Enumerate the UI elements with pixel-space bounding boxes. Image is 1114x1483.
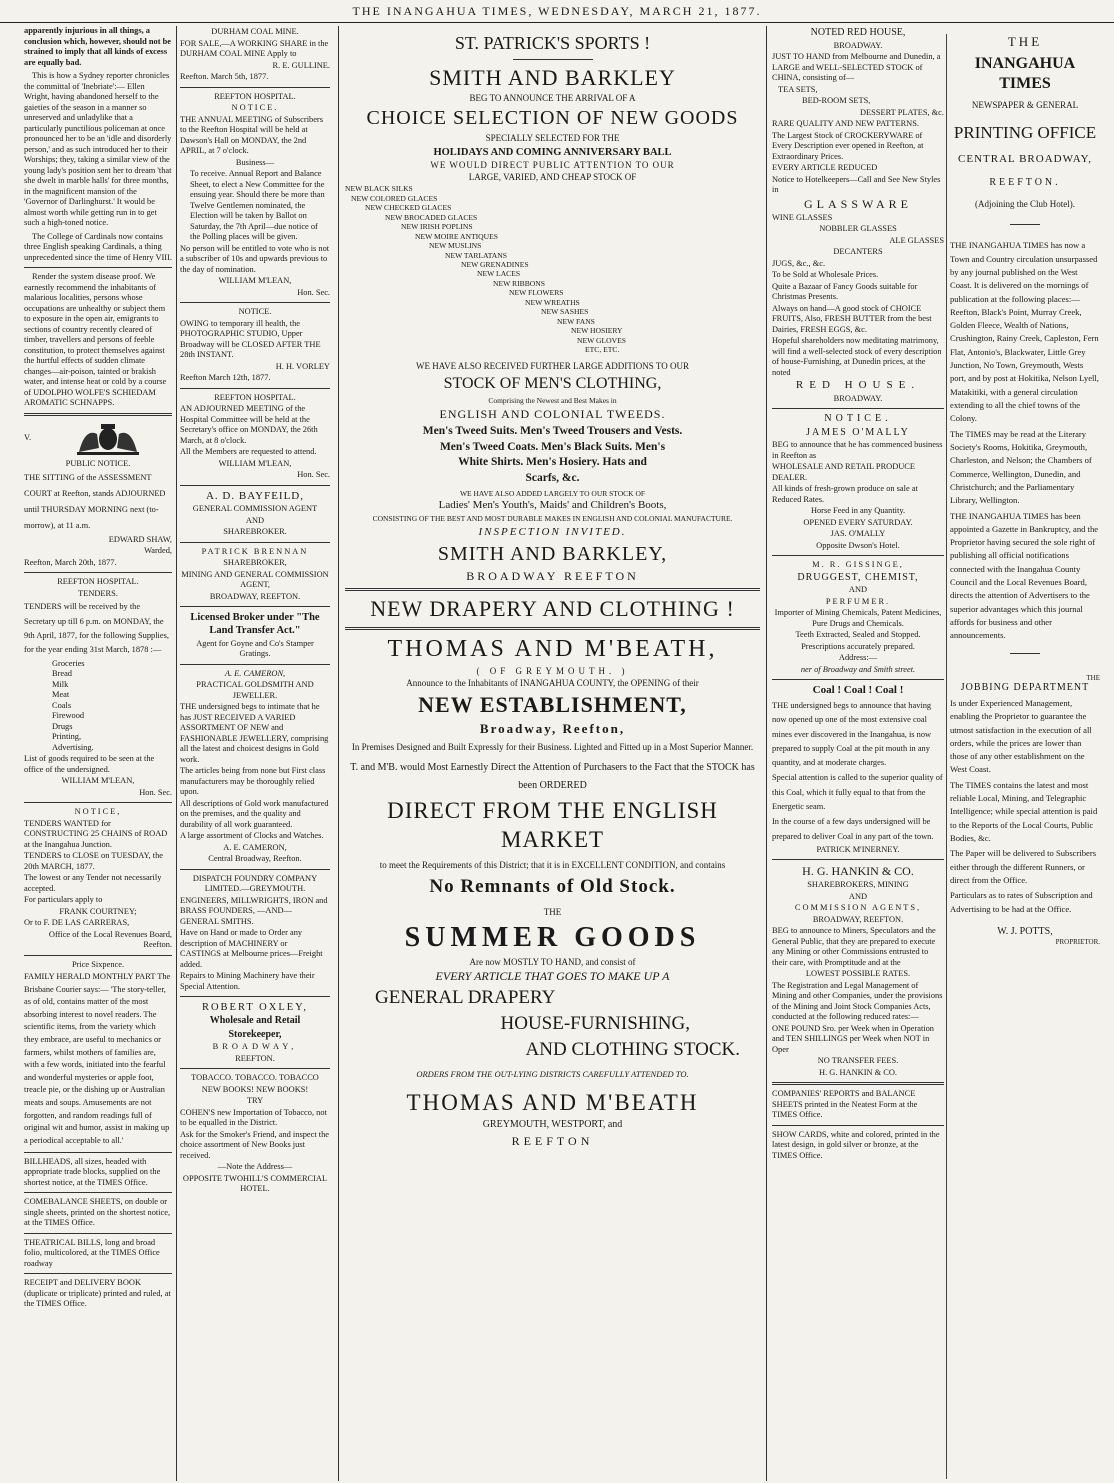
coal-course: In the course of a few days undersigned will be prepared to deliver Coal in any part of the town. — [772, 817, 934, 841]
foundry-repairs: Repairs to Mining Machinery have their Special Attention. — [180, 971, 315, 991]
ad-schnapps: Render the system disease proof. We earnestly recommend the inhabitants of malarious localities, persons whose occupations are unhealthy or subject them to exposure in the open air, emigrants to sections of country recently cleared of timber, travellers and persons of feeble constitution, to protect themselves against the hurtful effects of sudden climate changes—air-poison, tainted or brakish water, and intense heat or cold by a course of UDOLPHO WOLFE'S SCHIEDAM AROMATIC SCHNAPPS. — [24, 272, 167, 407]
ad-road-tenders — [24, 807, 172, 951]
n-apply: For particulars apply to — [24, 895, 103, 904]
column-3 — [345, 26, 760, 1481]
divider — [180, 1068, 330, 1069]
hosp-business: Business— — [235, 157, 275, 167]
gis-prescriptions: Prescriptions accurately prepared. — [801, 641, 915, 651]
ad-show-cards: SHOW CARDS, white and colored, printed in the latest design, in gold silver or bronze, at the TIMES Office. — [772, 1129, 940, 1160]
tm-announce: Announce to the Inhabitants of INANGAHUA COUNTY, the OPENING of their — [406, 677, 699, 688]
divider — [1010, 224, 1040, 225]
sb-suits-2: Men's Tweed Coats. Men's Black Suits. Men's — [439, 440, 666, 453]
foundry-body: ENGINEERS, MILLWRIGHTS, IRON and BRASS FOUNDERS, —AND— GENERAL SMITHS. — [180, 895, 328, 926]
goods-item: ETC, ETC. — [585, 345, 620, 355]
ad-tobacco — [180, 1073, 330, 1195]
oxley-title: Wholesale and Retail — [209, 1015, 301, 1027]
ad-gissinge — [772, 560, 944, 675]
rh-nobbler: NOBBLER GLASSES — [819, 224, 897, 233]
hosp2-members: All the Members are requested to attend. — [180, 447, 317, 456]
cameron-clocks: A large assortment of Clocks and Watches. — [180, 831, 324, 840]
om-sign: JAS. O'MALLY — [830, 529, 886, 539]
hk-rates: ONE POUND Sro. per Week when in Operation and TEN SHILLINGS per Week when NOT in Oper — [772, 1023, 934, 1054]
cameron-addr: Central Broadway, Reefton. — [208, 854, 302, 863]
supply-item: Coals — [52, 700, 72, 710]
om-name: JAMES O'MALLY — [806, 426, 910, 438]
rates-paragraph: Particulars as to rates of Subscription and Advertising to be had at the Office. — [950, 890, 1093, 914]
bayfeild-body: GENERAL COMMISSION AGENT — [192, 504, 318, 514]
om-all: All kinds of fresh-grown produce on sale at Reduced Rates. — [772, 484, 918, 504]
rh-sign-2: Hon. Sec. — [139, 787, 172, 797]
column-rule — [766, 26, 767, 1481]
divider — [24, 1192, 172, 1193]
tm-towns: GREYMOUTH, WESTPORT, and — [482, 1119, 623, 1131]
n-title: NOTICE, — [74, 807, 122, 816]
divider — [24, 1233, 172, 1234]
sb-inspection: INSPECTION INVITED. — [478, 526, 627, 539]
divider — [513, 59, 593, 60]
tob-try: TRY — [246, 1096, 264, 1106]
hk-name: H. G. HANKIN & CO. — [802, 864, 914, 879]
hk-reg: The Registration and Legal Management of Mining and other Companies, under the provisions of the Mining and Joint Stock Companies Acts, conducted at the following reduced rates:— — [772, 980, 943, 1022]
goods-item: NEW FLOWERS — [509, 288, 564, 298]
article-excess: apparently injurious in all things, a conclusion which, however, should not be strained to imply that all kinds of excess are equally bad. — [24, 26, 171, 67]
hosp2-sign-2: Hon. Sec. — [297, 470, 330, 479]
cameron-sign: A. E. CAMERON, — [223, 842, 287, 852]
supply-item: Milk — [52, 679, 69, 689]
divider — [180, 87, 330, 88]
sb-stock: STOCK OF MEN'S CLOTHING, — [443, 375, 662, 393]
brennan-mining: MINING AND GENERAL COMMISSION AGENT, — [181, 569, 329, 590]
pn-body: THE SITTING of the ASSESSMENT COURT at Reefton, stands ADJOURNED until THURSDAY MORNING next (to-morrow), at 11 a.m. — [24, 473, 166, 530]
brennan-name: PATRICK BRENNAN — [201, 546, 309, 556]
pn-sign: EDWARD SHAW, — [108, 534, 172, 544]
n-close: TENDERS to CLOSE on TUESDAY, the 20th MARCH, 1877. — [24, 851, 163, 871]
rh-broadway-2: BROADWAY. — [833, 393, 883, 403]
divider — [772, 1082, 944, 1085]
tm-remnants: No Remnants of Old Stock. — [429, 875, 676, 897]
fh-body: FAMILY HERALD MONTHLY PART The Brisbane Courier says:— 'The story-teller, as of old, contains matter of the most absorbing interest to novel readers. The scientific items, from the variety which they embrace, are useful to mechanics or farmers, whilst mothers of families are, with a few words, initiated into the fearful and wonderful mysteries or apple foot, treacle pie, or the dishing up or Australian meats and soups. Amusements are not forgotten, and random readings full of original wit and humor, assist in making up a periodical acceptable to all.' — [24, 972, 171, 1145]
royal-coat-of-arms-icon — [71, 422, 145, 456]
divider — [772, 555, 944, 556]
divider — [180, 302, 330, 303]
om-notice: NOTICE. — [824, 413, 892, 425]
tm-market: DIRECT FROM THE ENGLISH MARKET — [387, 798, 718, 852]
goods-item: NEW SASHES — [541, 307, 589, 317]
brennan-body: SHAREBROKER, — [223, 558, 287, 568]
article-cardinals: The College of Cardinals now contains three English speaking Cardinals, a thing unprecedented since the time of Henry VIII. — [24, 231, 172, 262]
ad-omally — [772, 413, 944, 551]
rh-body: TENDERS will be received by the Secretary up till 6 p.m. on MONDAY, the 9th April, 1877, for the following Supplies, for the year ending 31st March, 1878 :— — [24, 602, 169, 655]
brennan-addr: BROADWAY, REEFTON. — [209, 591, 301, 601]
rh-glass: GLASSWARE — [803, 196, 912, 211]
tob-body: COHEN'S new Importation of Tobacco, not to be equalled in the District. — [180, 1107, 327, 1128]
photo-body: OWING to temporary ill health, the PHOTOGRAPHIC STUDIO, Upper Broadway will be CLOSED AFTER THE 28th INSTANT. — [180, 318, 321, 359]
hosp-sign: WILLIAM M'LEAN, — [218, 276, 292, 285]
tob-addr: OPPOSITE TWOHILL'S COMMERCIAL HOTEL. — [182, 1173, 328, 1194]
ad-hospital-tenders — [24, 577, 172, 798]
rh-ale: ALE GLASSES — [889, 235, 944, 245]
tm-name: THOMAS AND M'BEATH, — [387, 635, 718, 662]
jobbing-paragraph: Is under Experienced Management, enabling the Proprietor to guarantee the utmost satisfaction in the execution of all orders, while the prices are lower than those of any other establishment on the West Coast. — [950, 697, 1092, 775]
coal-sign: PATRICK M'INERNEY. — [816, 844, 900, 854]
gis-title: DRUGGEST, CHEMIST, — [797, 571, 919, 583]
sb-holidays: HOLIDAYS AND COMING ANNIVERSARY BALL — [433, 146, 672, 158]
divider — [24, 1273, 172, 1274]
gazette-paragraph: THE INANGAHUA TIMES has been appointed a Gazette in Bankruptcy, and the Proprietor having secured the sole right of publishing all official notifications connected with the Inangahua County Council and the Local Revenues Board, directs the attention of Advertisers to the superior advantages which this journal affords for business and other announcements. — [950, 510, 1099, 641]
tob-ask: Ask for the Smoker's Friend, and inspect the choice assortment of New Books just received. — [180, 1129, 329, 1160]
coal-body: THE undersigned begs to announce that having now opened up one of the most extensive coal mines ever discovered in the Inangahua, is now prepared to supply Coal at the pit mouth in any quantity, and at moderate charges. — [772, 701, 932, 768]
supply-item: Meat — [52, 690, 70, 699]
rh-broadway: BROADWAY. — [833, 40, 883, 50]
rh-hotel: Notice to Hotelkeepers—Call and See New Styles in — [772, 174, 941, 194]
gis-and: AND — [848, 585, 868, 595]
oxley-addr: BROADWAY, — [212, 1042, 298, 1052]
divider — [24, 1152, 172, 1153]
tm-new: NEW ESTABLISHMENT, — [418, 692, 687, 718]
hk-addr: BROADWAY, REEFTON. — [812, 914, 904, 924]
goods-item: NEW RIBBONS — [493, 278, 545, 288]
sb-boots-c: CONSISTING OF THE BEST AND MOST DURABLE MAKES IN ENGLISH AND COLONIAL MANUFACTURE. — [372, 514, 733, 524]
ad-coal — [772, 684, 944, 855]
oxley-name: ROBERT OXLEY, — [201, 1002, 309, 1013]
divider — [24, 572, 172, 573]
tm-meet: to meet the Requirements of this District; that it is in EXCELLENT CONDITION, and contains — [379, 859, 726, 870]
hosp-sign-2: Hon. Sec. — [297, 287, 330, 297]
rh-every: EVERY ARTICLE REDUCED — [772, 163, 878, 172]
circulation-paragraph: THE INANGAHUA TIMES has now a Town and Country circulation unsurpassed by any journal published on the West Coast. It is delivered on the mornings of publication at the following places:—Reefton, Black's Point, Murray Creek, Golden Fleece, Wealth of Nations, Crushington, Rainy Creek, Capleston, Fern Flat, Antonio's, Blackwater, Little Grey Junction, No Town, Greymouth, Wests port, and by post at Hokitika, Nelson Lyell, Matakitiki, with a general circulation extending to all the chief towns of the Colony. — [950, 240, 1099, 424]
tm-summer: SUMMER GOODS — [404, 921, 701, 953]
goods-item: NEW IRISH POPLINS — [401, 222, 473, 232]
sb-comprising: Comprising the Newest and Best Makes in — [488, 396, 617, 406]
rh-rare: RARE QUALITY AND NEW PATTERNS. — [772, 119, 919, 128]
photo-date: Reefton March 12th, 1877. — [180, 373, 271, 382]
divider — [772, 859, 944, 860]
durham-title: DURHAM COAL MINE. — [211, 27, 299, 36]
n-lowest: The lowest or any Tender not necessarily accepted. — [24, 873, 162, 893]
c5-the: THE — [1007, 34, 1043, 49]
sb-further: WE HAVE ALSO RECEIVED FURTHER LARGE ADDITIONS TO OUR — [416, 360, 689, 371]
sb-beg: BEG TO ANNOUNCE THE ARRIVAL OF A — [469, 93, 636, 103]
tm-premises: In Premises Designed and Built Expressly for their Business. Lighted and Fitted up in a Most Superior Manner. — [351, 741, 754, 752]
cameron-body: THE undersigned begs to intimate that he has JUST RECEIVED A VARIED ASSORTMENT OF NEW and FASHIONABLE JEWELLERY, comprising all the latest and choicest designs in Gold work. — [180, 702, 329, 764]
column-4 — [772, 26, 944, 1481]
printing-office: PRINTING OFFICE — [953, 122, 1097, 142]
sb-name-2: SMITH AND BARKLEY, — [437, 543, 668, 566]
sb-suits-1: Men's Tweed Suits. Men's Tweed Trousers and Vests. — [422, 425, 683, 438]
foundry-hand: Have on Hand or made to Order any description of MACHINERY or CASTINGS at Melbourne prices—Freight added. — [180, 928, 323, 969]
divider — [1010, 653, 1040, 654]
tm-now: Are now MOSTLY TO HAND, and consist of — [469, 956, 636, 967]
goods-item: NEW CHECKED GLACES — [365, 203, 452, 213]
divider — [180, 388, 330, 389]
rh-largest: The Largest Stock of CROCKERYWARE of Every Description ever opened in Reefton, at Extraordinary Prices. — [772, 130, 924, 161]
coal-special: Special attention is called to the superior quality of this Coal, which it fully equal to that from the Energetic seam. — [772, 773, 943, 811]
ad-bayfeild — [180, 490, 330, 538]
gis-importer: Importer of Mining Chemicals, Patent Medicines, Pure Drugs and Chemicals. — [774, 608, 942, 628]
hosp2-sign: WILLIAM M'LEAN, — [218, 458, 292, 468]
pn-title: PUBLIC NOTICE. — [65, 458, 131, 468]
rh-list: List of goods required to be seen at the office of the undersigned. — [24, 754, 155, 774]
rh-red: RED HOUSE. — [795, 379, 921, 391]
ad-foundry — [180, 874, 330, 993]
tm-of: ( OF GREYMOUTH. ) — [476, 665, 629, 676]
rh-title: REEFTON HOSPITAL. — [57, 577, 139, 587]
tob-note: —Note the Address— — [217, 1162, 293, 1172]
hosp-notice: NOTICE. — [231, 103, 279, 112]
broker-title: Licensed Broker under "The Land Transfer Act." — [190, 612, 320, 637]
cameron-name: A. E. CAMERON, — [224, 668, 286, 678]
broker-agent: Agent for Goyne and Co's Stamper Gratings. — [196, 638, 314, 658]
goods-item: NEW BLACK SILKS — [345, 184, 413, 194]
divider — [24, 802, 172, 803]
bayfeild-share: SHAREBROKER. — [223, 527, 287, 537]
tm-broadway: Broadway, Reefton, — [479, 720, 626, 736]
column-2 — [180, 26, 330, 1481]
oxley-town: REEFTON. — [235, 1053, 275, 1063]
ad-company-reports: COMPANIES' REPORTS and BALANCE SHEETS printed in the Neatest Form at the TIMES Office. — [772, 1089, 918, 1120]
divider — [24, 413, 172, 416]
goods-item: NEW FANS — [557, 316, 595, 326]
n-office: Office of the Local Revenues Board, Reefton. — [48, 929, 172, 949]
rh-sign: WILLIAM M'LEAN, — [61, 776, 135, 785]
goods-item: NEW BROCADED GLACES — [385, 212, 478, 222]
sb-large: LARGE, VARIED, AND CHEAP STOCK OF — [468, 171, 637, 182]
goods-item: NEW WREATHS — [525, 297, 580, 307]
rh-sub: TENDERS. — [78, 588, 118, 598]
ad-billheads: BILLHEADS, all sizes, headed with appropriate trade blocks, supplied on the shortest notice, at the TIMES Office. — [24, 1156, 161, 1187]
tm-every: EVERY ARTICLE THAT GOES TO MAKE UP A — [435, 969, 670, 984]
gis-name: M. R. GISSINGE, — [812, 560, 904, 570]
rh-tea: TEA SETS, — [778, 84, 818, 94]
tm-direct: T. and M'B. would Most Earnestly Direct the Attention of Purchasers to the Fact that the STOCK has been ORDERED — [350, 762, 755, 792]
delivery-paragraph: The Paper will be delivered to Subscribers either through the different Runners, or direct from the Office. — [950, 848, 1097, 885]
photo-sign: H. H. VORLEY — [275, 361, 330, 371]
column-rule — [176, 26, 177, 1481]
ad-oxley — [180, 1001, 330, 1064]
n-name2: F. DE LAS CARRERAS, — [43, 918, 130, 927]
pn-date: Reefton, March 20th, 1877. — [24, 557, 117, 567]
sb-choice: CHOICE SELECTION OF NEW GOODS — [366, 107, 739, 130]
goods-item: NEW MUSLINS — [429, 241, 482, 251]
supply-item: Drugs — [52, 721, 73, 731]
divider — [24, 267, 172, 268]
column-5 — [950, 26, 1100, 1481]
tm-the: THE — [543, 906, 562, 917]
foundry-title: DISPATCH FOUNDRY COMPANY LIMITED.—GREYMOUTH. — [192, 873, 318, 893]
column-1 — [24, 26, 172, 1481]
divider — [772, 679, 944, 680]
divider — [772, 408, 944, 409]
divider — [180, 664, 330, 665]
sb-name: SMITH AND BARKLEY — [429, 64, 676, 90]
sb-suits-3: White Shirts. Men's Hosiery. Hats and — [458, 456, 647, 469]
ad-receipt: RECEIPT and DELIVERY BOOK (duplicate or triplicate) printed and ruled, at the TIMES Office. — [24, 1278, 171, 1309]
rh-title: NOTED RED HOUSE, — [810, 27, 906, 38]
ad-brennan — [180, 547, 330, 603]
om-opened: OPENED EVERY SATURDAY. — [803, 517, 913, 527]
n-or: Or to — [24, 918, 42, 927]
tm-reefton: REEFTON — [511, 1133, 594, 1148]
rh-bed: BED-ROOM SETS, — [802, 96, 871, 105]
supply-item: Printing, — [52, 732, 82, 741]
supply-item: Groceries — [52, 658, 85, 668]
fh-price: Price Sixpence. — [71, 959, 125, 969]
om-body: BEG to announce that he has commenced business in Reefton as — [772, 440, 943, 460]
divider — [180, 869, 330, 870]
jobbing-title: JOBBING DEPARTMENT — [960, 682, 1090, 694]
sb-boots-a: WE HAVE ALSO ADDED LARGELY TO OUR STOCK OF — [459, 488, 646, 498]
ad-hospital-adjourned — [180, 393, 330, 481]
cameron-title: PRACTICAL GOLDSMITH AND JEWELLER. — [196, 680, 314, 700]
cameron-desc: All descriptions of Gold work manufactured on the premises, and the quality and durability of all work guaranteed. — [180, 798, 329, 829]
sb-boots-b: Ladies' Men's Youth's, Maids' and Children's Boots, — [438, 499, 667, 512]
ad-broker — [180, 611, 330, 659]
gis-teeth: Teeth Extracted, Sealed and Stopped. — [795, 630, 921, 640]
goods-item: NEW HOSIERY — [571, 326, 623, 336]
sports-headline: ST. PATRICK'S SPORTS ! — [454, 33, 651, 53]
goods-list — [345, 184, 760, 355]
intelligence-paragraph: The TIMES contains the latest and most reliable Local, Mining, and Telegraphic Intelligence; while special attention is paid to the Reports of the Local Courts, Public Bodies, &c. — [950, 779, 1098, 843]
gis-corner: ner of Broadway and Smith street. — [800, 664, 916, 674]
rh-fruits: Always on hand—A good stock of CHOICE FRUITS, Also, FRESH BUTTER from the best Dairies, FRESH EGGS, &c. — [772, 303, 932, 334]
hosp-title: REEFTON HOSPITAL. — [214, 91, 296, 101]
newspaper-line: NEWSPAPER & GENERAL — [971, 100, 1079, 111]
durham-date: Reefton. March 5th, 1877. — [180, 72, 269, 81]
ad-family-herald — [24, 960, 172, 1148]
pn-v: V. — [24, 433, 32, 443]
paper-name: INANGAHUA TIMES — [974, 55, 1076, 93]
om-horse: Horse Feed in any Quantity. — [810, 506, 906, 516]
n-name1: FRANK COURTNEY; — [59, 906, 137, 916]
goods-item: NEW GLOVES — [577, 335, 627, 345]
rh-wine: WINE GLASSES — [772, 212, 833, 222]
pn-sign-2: Warded, — [144, 546, 172, 556]
ad-public-notice — [24, 420, 172, 569]
hk-and: AND — [848, 891, 868, 901]
bayfeild-and: AND — [245, 515, 265, 525]
ad-hospital-meeting — [180, 92, 330, 299]
tm-house: HOUSE-FURNISHING, — [500, 1012, 690, 1034]
gis-address: Address:— — [838, 653, 878, 663]
sb-special: SPECIALLY SELECTED FOR THE — [485, 133, 620, 144]
tm-general: GENERAL DRAPERY — [375, 987, 556, 1009]
cameron-articles: The articles being from none but First class manufacturers may be thoroughly relied upon. — [180, 766, 326, 796]
hk-sign: H. G. HANKIN & CO. — [819, 1067, 897, 1077]
coal-head: Coal ! Coal ! Coal ! — [812, 684, 904, 697]
ad-photo-studio — [180, 307, 330, 384]
oxley-store: Storekeeper, — [228, 1028, 282, 1040]
hosp-items: To receive. Annual Report and Balance Sheet, to elect a New Committee for the ensuing year. Should there be more than Twelve Gentlemen nominated, the Election will be taken by Ballot on Saturday, the 7th April—due notice of the Polling places will be given. — [190, 169, 325, 241]
hk-body: BEG to announce to Miners, Speculators and the General Public, that they are prepared to execute any Mining or other Commissions entrusted to their care, with Promptitude and at the — [772, 926, 936, 967]
durham-body: FOR SALE,—A WORKING SHARE in the DURHAM COAL MINE Apply to — [180, 38, 329, 58]
goods-item: NEW TARLATANS — [445, 250, 507, 260]
article-sydney: This is how a Sydney reporter chronicles the committal of 'Inebriate':— Ellen Wright, having abandoned herself to the gaieties of the season in a manner so unreserved and unladylike that a particularly punctilious policeman at once pronounced her to be an 'idle and disorderly person,' and as such introduced her to their Worships; they, taking a similar view of the young lady's position sent her to dream 'that she dwelt in marble halls' for three months, in the magnificent mansion of the 'Governor of Darlinghurst.' It would be almost worth while getting run in to get such a high-toned notice. — [24, 71, 172, 227]
hk-title: SHAREBROKERS, MINING — [807, 880, 909, 890]
sb-suits-4: Scarfs, &c. — [525, 471, 580, 484]
goods-item: NEW LACES — [477, 269, 521, 279]
column-rule — [338, 26, 339, 1481]
divider — [180, 485, 330, 486]
hosp-vote: No person will be entitled to vote who is not a subscriber of 10s and upwards previous to the day of nomination. — [180, 243, 330, 274]
rh-hopeful: Hopeful shareholders now meditating matrimony, will find a well-selected stock of every description of house-Furnishing, at Dunedin prices, at the noted — [772, 336, 942, 377]
rh-sold: To be Sold at Wholesale Prices. — [772, 270, 879, 279]
bayfeild-name: A. D. BAYFEILD, — [205, 489, 304, 502]
rh-jugs: JUGS, &c., &c. — [772, 258, 826, 268]
ad-theatrical: THEATRICAL BILLS, long and broad folio, multicolored, at the TIMES Office roadway — [24, 1237, 160, 1268]
hosp2-body: AN ADJOURNED MEETING of the Hospital Committee will be held at the Secretary's office on MONDAY, the 26th March, at 8 o'clock. — [180, 404, 318, 445]
ad-cameron — [180, 669, 330, 865]
hosp2-title: REEFTON HOSPITAL. — [214, 392, 296, 402]
photo-title: NOTICE. — [238, 307, 272, 316]
hk-comm: COMMISSION AGENTS, — [794, 903, 922, 913]
divider — [772, 1125, 944, 1126]
divider — [180, 996, 330, 997]
proprietor-title: PROPRIETOR. — [1055, 938, 1100, 947]
supply-item: Bread — [52, 669, 72, 678]
central-broadway: CENTRAL BROADWAY, — [958, 152, 1092, 165]
ad-comebalance: COMEBALANCE SHEETS, on double or single sheets, printed on the shortest notice, at the TIMES Office. — [24, 1197, 171, 1228]
hk-no: NO TRANSFER FEES. — [817, 1056, 899, 1066]
sb-tweeds: ENGLISH AND COLONIAL TWEEDS. — [439, 407, 666, 422]
masthead: THE INANGAHUA TIMES, WEDNESDAY, MARCH 21, 1877. — [0, 0, 1114, 23]
sb-addr: BROADWAY REEFTON — [466, 569, 639, 584]
sb-direct: WE WOULD DIRECT PUBLIC ATTENTION TO OUR — [430, 159, 675, 170]
tob-books: NEW BOOKS! NEW BOOKS! — [201, 1084, 309, 1094]
rh-body: JUST TO HAND from Melbourne and Dunedin, a LARGE and WELL-SELECTED STOCK of CHINA, consisting of— — [772, 52, 941, 82]
tm-clothing: AND CLOTHING STOCK. — [525, 1038, 740, 1060]
reading-rooms-paragraph: The TIMES may be read at the Literary Society's Rooms, Hokitika, Greymouth, Charleston, and Nelson; the Chambers of Commerce, Wellington, Dunedin, and Christchurch; and the Parliamentary Library, Wellington. — [950, 428, 1092, 506]
supply-item: Advertising. — [52, 742, 94, 752]
goods-item: NEW MOIRE ANTIQUES — [415, 231, 498, 241]
ad-red-house — [772, 27, 944, 404]
rh-decanters: DECANTERS — [833, 247, 883, 256]
hosp-body: THE ANNUAL MEETING of Subscribers to the Reefton Hospital will be held at Dawson's Hall on MONDAY, the 2nd APRIL, at 7 o'clock. — [180, 114, 323, 155]
divider — [180, 542, 330, 543]
goods-item: NEW GRENADINES — [461, 260, 529, 269]
divider — [180, 606, 330, 607]
supply-item: Firewood — [52, 711, 85, 720]
proprietor-name: W. J. POTTS, — [997, 925, 1053, 937]
divider — [345, 627, 760, 630]
rh-bazaar: Quite a Bazaar of Fancy Goods suitable for Christmas Presents. — [772, 281, 918, 301]
gis-perf: PERFUMER. — [825, 596, 891, 606]
divider — [24, 955, 172, 956]
tob-title: TOBACCO. TOBACCO. TOBACCO — [191, 1073, 319, 1083]
ad-durham — [180, 27, 330, 83]
hk-lowest: LOWEST POSSIBLE RATES. — [805, 969, 911, 979]
rh-dessert: DESSERT PLATES, &c. — [859, 107, 944, 117]
supplies-list — [24, 659, 172, 754]
divider — [345, 588, 760, 591]
adjoining-club: (Adjoining the Club Hotel). — [975, 199, 1075, 209]
durham-sign: R. E. GULLINE. — [272, 60, 330, 70]
om-opp: Opposite Dwson's Hotel. — [816, 540, 900, 550]
tm-name-2: THOMAS AND M'BEATH — [406, 1089, 699, 1115]
tm-head: NEW DRAPERY AND CLOTHING ! — [370, 596, 735, 622]
goods-item: NEW COLORED GLACES — [351, 193, 438, 203]
column-rule — [946, 34, 947, 1479]
tm-orders: ORDERS FROM THE OUT-LYING DISTRICTS CAREFULLY ATTENDED TO. — [416, 1069, 689, 1080]
n-body: TENDERS WANTED for CONSTRUCTING 25 CHAINS of ROAD at the Inangahua Junction. — [24, 818, 168, 849]
jd-the: THE — [1086, 673, 1100, 682]
c5-reefton: REEFTON. — [989, 176, 1061, 188]
om-wholesale: WHOLESALE AND RETAIL PRODUCE DEALER. — [772, 462, 916, 482]
ad-hankin — [772, 864, 944, 1078]
